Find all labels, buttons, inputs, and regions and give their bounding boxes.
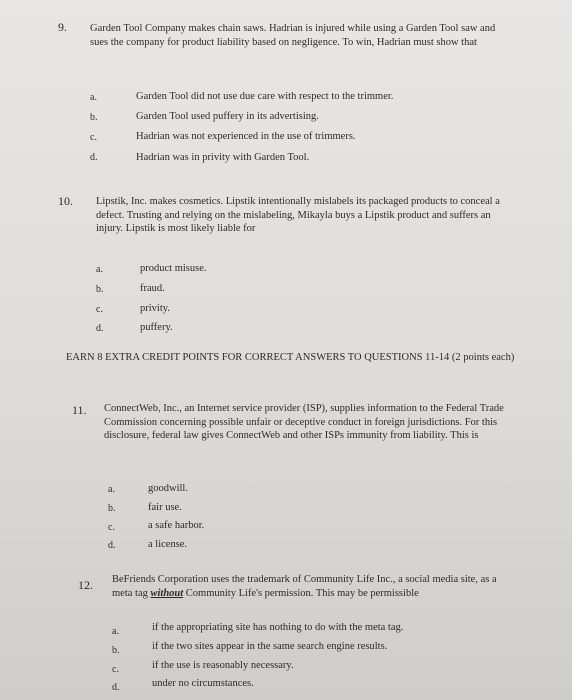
question-11-option-c-letter: c. <box>108 522 115 533</box>
question-11-option-a-letter: a. <box>108 484 115 495</box>
question-12-stem <box>112 573 502 600</box>
question-10-option-d-letter: d. <box>96 323 104 334</box>
question-10-option-c-text[interactable]: privity. <box>140 303 170 314</box>
question-12-stem-start: BeFriends Corporation uses the trademark of Community Life Inc., a social media site, as a meta tag <box>112 574 497 599</box>
question-11-option-d-text[interactable]: a license. <box>148 539 188 550</box>
question-12-option-a-letter: a. <box>112 626 119 637</box>
question-9-stem: Garden Tool Company makes chain saws. Hadrian is injured while using a Garden Tool saw and sues the company for product liability based on negligence. To win, Hadrian must show that <box>90 23 496 48</box>
question-10-option-b-text[interactable]: fraud. <box>140 283 165 294</box>
question-11-stem: ConnectWeb, Inc., an Internet service provider (ISP), supplies information to the Federal Trade Commission concerning possible unfair or deceptive conduct in foreign jurisdictions. For this disclosure, federal law gives ConnectWeb and other ISPs immunity from liability. This is <box>104 403 504 441</box>
question-12-stem-emphasis: without <box>150 587 184 599</box>
question-9-option-d-text[interactable]: Hadrian was in privity with Garden Tool. <box>136 152 310 163</box>
question-10-option-c-letter: c. <box>96 304 103 315</box>
question-9-option-b-text[interactable]: Garden Tool used puffery in its advertising. <box>136 111 319 122</box>
question-9-number: 9. <box>58 20 67 34</box>
question-12-option-b-letter: b. <box>112 645 120 656</box>
question-10-number: 10. <box>58 194 73 208</box>
question-9-option-b-letter: b. <box>90 112 98 123</box>
question-11-option-b-text[interactable]: fair use. <box>148 502 182 513</box>
question-11-option-a-text[interactable]: goodwill. <box>148 483 188 494</box>
question-9-option-c-letter: c. <box>90 132 97 143</box>
question-12-option-c-text[interactable]: if the use is reasonably necessary. <box>152 660 294 671</box>
question-9-option-d-letter: d. <box>90 152 98 163</box>
question-9-option-a-letter: a. <box>90 92 97 103</box>
question-9-option-c-text[interactable]: Hadrian was not experienced in the use of trimmers. <box>136 131 356 142</box>
question-11-number: 11. <box>72 403 87 417</box>
question-11-option-d-letter: d. <box>108 540 116 551</box>
question-12-option-b-text[interactable]: if the two sites appear in the same search engine results. <box>152 641 388 652</box>
question-10-option-a-letter: a. <box>96 264 103 275</box>
question-12-option-d-text[interactable]: under no circumstances. <box>152 678 254 689</box>
question-12-option-c-letter: c. <box>112 664 119 675</box>
question-10-option-d-text[interactable]: puffery. <box>140 322 173 333</box>
question-12-option-d-letter: d. <box>112 682 120 693</box>
question-12-option-a-text[interactable]: if the appropriating site has nothing to do with the meta tag. <box>152 622 404 633</box>
question-9-option-a-text[interactable]: Garden Tool did not use due care with respect to the trimmer. <box>136 91 394 102</box>
extra-credit-heading: EARN 8 EXTRA CREDIT POINTS FOR CORRECT ANSWERS TO QUESTIONS 11-14 (2 points each) <box>66 352 515 363</box>
question-11-option-c-text[interactable]: a safe harbor. <box>148 520 205 531</box>
question-12-stem-end: Community Life's permission. This may be permissible <box>183 587 419 599</box>
question-10-stem: Lipstik, Inc. makes cosmetics. Lipstik intentionally mislabels its packaged products to conceal a defect. Trusting and relying on the mislabeling, Mikayla buys a Lipstik product and suffers an injury. Lipstik is most likely liable for <box>96 196 500 234</box>
question-10-option-b-letter: b. <box>96 284 104 295</box>
question-11-option-b-letter: b. <box>108 503 116 514</box>
question-10-option-a-text[interactable]: product misuse. <box>140 263 207 274</box>
question-12-number: 12. <box>78 578 93 592</box>
